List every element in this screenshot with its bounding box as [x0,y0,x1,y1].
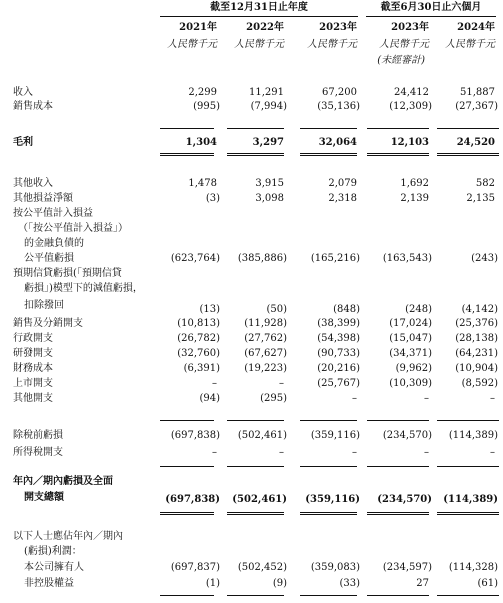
row-value: – [212,378,217,389]
row-value: – [352,393,357,404]
rule [300,128,357,129]
rule [437,128,499,129]
rule [160,128,214,129]
row-value: 24,520 [456,137,495,148]
row-value: (114,328) [448,562,498,573]
row-label: 非控股權益 [24,578,74,589]
unit-4: 人民幣千元 [379,39,429,50]
double-rule [227,153,284,156]
row-value: 2,299 [188,87,217,98]
row-value: (248) [405,304,432,315]
row-label-cont: 的金融負債的 [24,238,84,249]
row-label-cont: 公平值虧損 [24,253,74,264]
unaudited-note: (未經審計) [377,55,425,66]
row-value: (697,838) [165,494,220,505]
rule [367,466,429,467]
row-value: (33) [339,578,360,589]
row-value: (995) [193,101,220,112]
group-header-annual: 截至12月31日止年度 [210,2,308,13]
row-label: 年內／期內虧損及全面 [13,476,113,487]
rule [227,595,284,596]
row-value: (114,389) [448,430,498,441]
year-header-1: 2021年 [179,22,217,33]
row-label: 其他收入 [13,178,53,189]
double-rule [160,153,214,156]
row-value: (3) [205,193,220,204]
rule [367,128,429,129]
group-header-annual-rule [160,16,358,17]
row-value: (6,391) [183,363,220,374]
row-value: (26,782) [177,333,220,344]
row-label: 所得稅開支 [13,447,63,458]
year-header-4: 2023年 [391,22,429,33]
rule [367,420,429,421]
rule [437,420,499,421]
row-value: 24,412 [394,87,429,98]
row-value: (13) [199,304,220,315]
row-label: 銷售成本 [13,101,53,112]
row-value: (7,994) [250,101,287,112]
row-value: (243) [471,253,498,264]
row-label: 行政開支 [13,333,53,344]
row-value: 51,887 [460,87,495,98]
row-label: 本公司擁有人 [24,562,84,573]
unit-2: 人民幣千元 [234,39,284,50]
double-rule [437,512,499,515]
row-value: (34,371) [389,348,432,359]
rule [437,466,499,467]
year-header-3: 2023年 [319,22,357,33]
row-label: 研發開支 [13,348,53,359]
row-value: (502,452) [237,562,287,573]
rule [160,466,214,467]
row-value: (1) [205,578,220,589]
row-value: (35,136) [317,101,360,112]
rule [227,128,284,129]
row-value: (27,367) [455,101,498,112]
row-value: (165,216) [310,253,360,264]
row-value: (697,838) [170,430,220,441]
row-value: (15,047) [389,333,432,344]
unit-3: 人民幣千元 [307,39,357,50]
row-label: 其他損益淨額 [13,193,73,204]
row-value: – [424,447,429,458]
row-value: 32,064 [318,137,357,148]
row-label-cont: （「按公平值計入損益」） [18,223,128,234]
row-value: 11,291 [249,87,284,98]
row-value: (9,962) [395,363,432,374]
row-value: (32,760) [177,348,220,359]
row-value: (61) [477,578,498,589]
rule [437,595,499,596]
row-value: – [352,447,357,458]
row-value: 1,478 [188,178,217,189]
double-rule [227,512,284,515]
row-label: 銷售及分銷開支 [13,318,83,329]
row-value: – [490,393,495,404]
row-value: (94) [199,393,220,404]
double-rule [160,512,214,515]
row-value: 2,318 [328,193,357,204]
row-value: (64,231) [455,348,498,359]
row-value: 1,304 [185,137,217,148]
row-value: (623,764) [170,253,220,264]
row-value: (27,762) [244,333,287,344]
row-label: 收入 [13,87,33,98]
rule [160,420,214,421]
row-value: (54,398) [317,333,360,344]
row-value: (163,543) [382,253,432,264]
row-value: (234,570) [382,430,432,441]
row-value: 1,692 [400,178,429,189]
unit-5: 人民幣千元 [445,39,495,50]
year-header-5: 2024年 [457,22,495,33]
double-rule [367,153,429,156]
row-value: 27 [416,578,429,589]
row-label: 其他開支 [13,393,53,404]
rule [160,595,214,596]
row-value: 3,098 [255,193,284,204]
row-value: (12,309) [389,101,432,112]
row-value: – [279,447,284,458]
row-value: (359,116) [305,494,360,505]
row-value: 67,200 [322,87,357,98]
row-label: 除稅前虧損 [13,430,63,441]
row-value: (19,223) [244,363,287,374]
row-value: (8,592) [461,378,498,389]
row-value: (67,627) [244,348,287,359]
row-value: (10,904) [455,363,498,374]
row-value: 582 [475,178,495,189]
row-value: (10,309) [389,378,432,389]
row-value: (359,083) [310,562,360,573]
double-rule [437,153,499,156]
row-value: (25,767) [317,378,360,389]
row-value: (385,886) [237,253,287,264]
double-rule [367,512,429,515]
rule [227,420,284,421]
row-label: 預期信貸虧損(「預期信貸 [13,268,122,279]
group-header-interim: 截至6月30日止六個月 [380,2,482,13]
row-value: (502,461) [237,430,287,441]
row-value: (11,928) [244,318,287,329]
row-value: (20,216) [317,363,360,374]
row-value: – [424,393,429,404]
row-value: (17,024) [389,318,432,329]
row-value: 2,079 [328,178,357,189]
row-value: (234,597) [382,562,432,573]
row-value: 12,103 [390,137,429,148]
row-label-cont: 開支總額 [24,492,64,503]
row-value: (114,389) [443,494,498,505]
row-label: 上市開支 [13,378,53,389]
row-value: 2,135 [466,193,495,204]
row-label-cont: (虧損)利潤： [24,546,82,557]
row-value: (25,376) [455,318,498,329]
row-value: 2,139 [400,193,429,204]
rule [300,420,357,421]
row-label-cont: 扣除撥回 [24,300,64,311]
row-value: (848) [333,304,360,315]
unit-1: 人民幣千元 [167,39,217,50]
row-value: (10,813) [177,318,220,329]
row-value: (359,116) [310,430,360,441]
row-value: (295) [260,393,287,404]
row-value: – [490,447,495,458]
rule [300,595,357,596]
row-value: (38,399) [317,318,360,329]
double-rule [300,512,357,515]
row-label: 毛利 [13,137,33,148]
row-value: (90,733) [317,348,360,359]
row-value: 3,297 [252,137,284,148]
double-rule [300,153,357,156]
row-label: 以下人士應佔年內／期內 [13,531,123,542]
row-label-cont: 虧損」)模型下的減值虧損， [24,283,143,294]
row-label: 財務成本 [13,363,53,374]
row-value: (4,142) [461,304,498,315]
row-value: – [279,378,284,389]
year-header-2: 2022年 [246,22,284,33]
row-value: 3,915 [255,178,284,189]
row-value: (50) [266,304,287,315]
rule [367,595,429,596]
row-label: 按公平值計入損益 [13,208,93,219]
group-header-interim-rule [366,16,496,17]
rule [227,466,284,467]
row-value: – [212,447,217,458]
row-value: (697,837) [170,562,220,573]
row-value: (9) [272,578,287,589]
row-value: (28,138) [455,333,498,344]
rule [300,466,357,467]
row-value: (502,461) [232,494,287,505]
row-value: (234,570) [377,494,432,505]
